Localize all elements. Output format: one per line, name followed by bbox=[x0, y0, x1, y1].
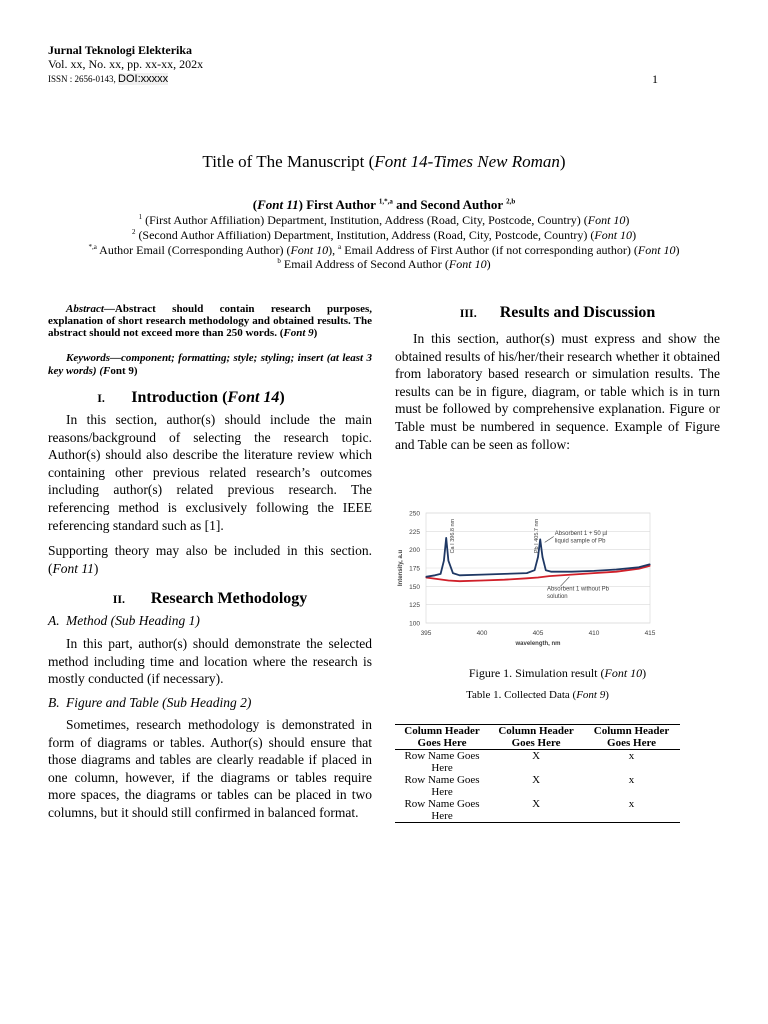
data-point bbox=[542, 556, 543, 557]
issn-line bbox=[48, 73, 168, 85]
keywords: Keywords—component; formatting; style; styling; insert (at least 3 key words) (Font 9) bbox=[48, 352, 372, 377]
data-table bbox=[395, 724, 680, 823]
section-heading-results: III. Results and Discussion bbox=[459, 304, 656, 321]
table-header: Column Header Goes Here bbox=[489, 725, 583, 750]
data-point bbox=[551, 571, 552, 572]
table-cell: Row Name Goes Here bbox=[395, 798, 489, 823]
annotation-ca: Ca I 396.8 nm bbox=[450, 518, 457, 554]
data-point bbox=[638, 567, 639, 568]
doi: DOI:xxxxx bbox=[118, 73, 169, 85]
data-point bbox=[452, 573, 453, 574]
table-cell: Row Name Goes Here bbox=[404, 750, 480, 774]
legend-label-without-pb-2: solution bbox=[546, 594, 568, 601]
data-point bbox=[534, 570, 535, 571]
data-point bbox=[446, 537, 447, 538]
volume-info: Vol. xx, No. xx, pp. xx-xx, 202x bbox=[48, 57, 204, 71]
table-cell: X bbox=[532, 750, 541, 762]
data-point bbox=[440, 573, 441, 574]
x-tick-label: 400 bbox=[476, 630, 488, 637]
annotation-pb: Pb I 405.7 nm bbox=[534, 518, 541, 554]
table-cell: X bbox=[532, 774, 541, 786]
data-point bbox=[443, 560, 444, 561]
x-tick-label: 405 bbox=[532, 630, 544, 637]
paper-title: Title of The Manuscript (Font 14-Times New Roman) bbox=[202, 152, 566, 171]
method-paragraph: In this part, author(s) should demonstrate the selected method including time and location where the research is mostly conducted (if necessary). bbox=[48, 636, 372, 687]
table-cell: x bbox=[628, 750, 635, 762]
x-tick-label: 410 bbox=[588, 630, 600, 637]
table-cell: x bbox=[628, 774, 635, 786]
legend-label-without-pb: Absorbent 1 without Pb bbox=[546, 586, 610, 593]
intro-paragraph-2: Supporting theory may also be included in this section. (Font 11) bbox=[48, 543, 372, 576]
data-point bbox=[481, 580, 482, 581]
data-point bbox=[549, 575, 550, 576]
table-row bbox=[395, 750, 680, 775]
data-point bbox=[571, 574, 572, 575]
section-heading-introduction: I. Introduction (Font 14) bbox=[97, 389, 285, 406]
data-point bbox=[649, 565, 650, 566]
table-header: Column Header Goes Here bbox=[395, 725, 489, 750]
data-point bbox=[571, 571, 572, 572]
data-point bbox=[504, 579, 505, 580]
y-tick-label: 200 bbox=[409, 547, 420, 555]
data-point bbox=[437, 578, 438, 579]
email-line-1: $^{*,a}$ Author Email (Corresponding Author) (Font 10), $^a$ Email Address of First Author (if not corresponding author) (Font 10) bbox=[88, 243, 680, 257]
email-line-2: $^b$ Email Address of Second Author (Font 10) bbox=[277, 257, 491, 271]
figure-caption: Figure 1. Simulation result (Font 10) bbox=[468, 666, 647, 680]
table-row bbox=[395, 798, 680, 823]
legend-label-with-pb: Absorbent 1 + 50 µl bbox=[554, 531, 608, 537]
table-cell: X bbox=[489, 798, 583, 823]
data-point bbox=[425, 576, 426, 577]
abstract: Abstract—Abstract should contain research purposes, explanation of short research methodology and obtained results. The abstract should not exceed more than 250 words. (Font 9) bbox=[48, 303, 372, 339]
y-tick-label: 250 bbox=[409, 510, 420, 518]
subheading-method: A. Method (Sub Heading 1) bbox=[48, 613, 200, 628]
data-point bbox=[459, 581, 460, 582]
data-point bbox=[526, 573, 527, 574]
data-point bbox=[481, 574, 482, 575]
data-point bbox=[593, 573, 594, 574]
data-point bbox=[448, 580, 449, 581]
issn: ISSN : 2656-0143, bbox=[48, 74, 116, 84]
intro-paragraph-1: In this section, author(s) should include the main reasons/background of selecting the research topic. Author(s) should also describe the literature review which containing other previous related research’s outcomes including author(s) related previous research. The referencing method is exclusively following the IEEE referencing standard such as [1]. bbox=[48, 412, 372, 533]
data-point bbox=[504, 573, 505, 574]
legend-label-with-pb-2: liquid sample of Pb bbox=[554, 538, 606, 545]
simulation-chart bbox=[396, 505, 666, 650]
data-point bbox=[616, 571, 617, 572]
journal-name: Jurnal Teknologi Elekterika bbox=[48, 43, 193, 57]
data-point bbox=[526, 578, 527, 579]
data-point bbox=[616, 569, 617, 570]
data-point bbox=[537, 577, 538, 578]
results-paragraph: In this section, author(s) must express and show the obtained results of his/her/their research whether it obtained from laboratory based research or simulation results. The results can be in figure, diagram, or table which is in turn must be followed by comprehensive explanation. Figure or Table must be numbered in sequence. Example of Figure and Table can be seen as follow: bbox=[395, 331, 720, 452]
table-header: Column Header Goes Here bbox=[583, 725, 680, 750]
data-point bbox=[638, 568, 639, 569]
y-axis-label: Intensity, a.u bbox=[398, 549, 404, 587]
y-tick-label: 100 bbox=[409, 620, 420, 628]
y-tick-label: 150 bbox=[409, 583, 420, 591]
table-caption: Table 1. Collected Data (Font 9) bbox=[466, 689, 609, 701]
x-axis-label: wavelength, nm bbox=[515, 641, 561, 647]
author-line: (Font 11) First Author $^{1,*,a}$ and Second Author $^{2,b}$ bbox=[252, 197, 516, 212]
table-cell: x bbox=[583, 798, 680, 823]
table-cell: Row Name Goes Here bbox=[404, 774, 480, 798]
data-point bbox=[545, 570, 546, 571]
data-point bbox=[593, 570, 594, 571]
figure-table-paragraph: Sometimes, research methodology is demonstrated in form of diagrams or tables. Author(s) should ensure that those diagrams and tables are clearly readable if placed in one column, however, if the diagrams or tables require more spaces, the diagrams or tables can be placed in two columns, but it should still confirmed in balanced format. bbox=[48, 717, 372, 820]
data-point bbox=[434, 575, 435, 576]
data-point bbox=[649, 564, 650, 565]
affiliation-1: $^1$ (First Author Affiliation) Department, Institution, Address (Road, City, Postcode, Country) (Font 10) bbox=[138, 213, 630, 227]
x-tick-label: 415 bbox=[644, 630, 656, 637]
table-row bbox=[395, 774, 680, 798]
page-number: 1 bbox=[652, 72, 658, 86]
affiliation-2: $^2$ (Second Author Affiliation) Department, Institution, Address (Road, City, Postcode, Country) (Font 10) bbox=[131, 228, 637, 242]
y-tick-label: 125 bbox=[409, 602, 420, 610]
subheading-figure-table: B. Figure and Table (Sub Heading 2) bbox=[48, 695, 252, 710]
data-point bbox=[537, 556, 538, 557]
data-point bbox=[459, 575, 460, 576]
y-tick-label: 225 bbox=[409, 528, 420, 536]
y-tick-label: 175 bbox=[409, 565, 420, 573]
section-heading-methodology: II. Research Methodology bbox=[112, 590, 308, 607]
data-point bbox=[448, 560, 449, 561]
x-tick-label: 395 bbox=[420, 630, 432, 637]
